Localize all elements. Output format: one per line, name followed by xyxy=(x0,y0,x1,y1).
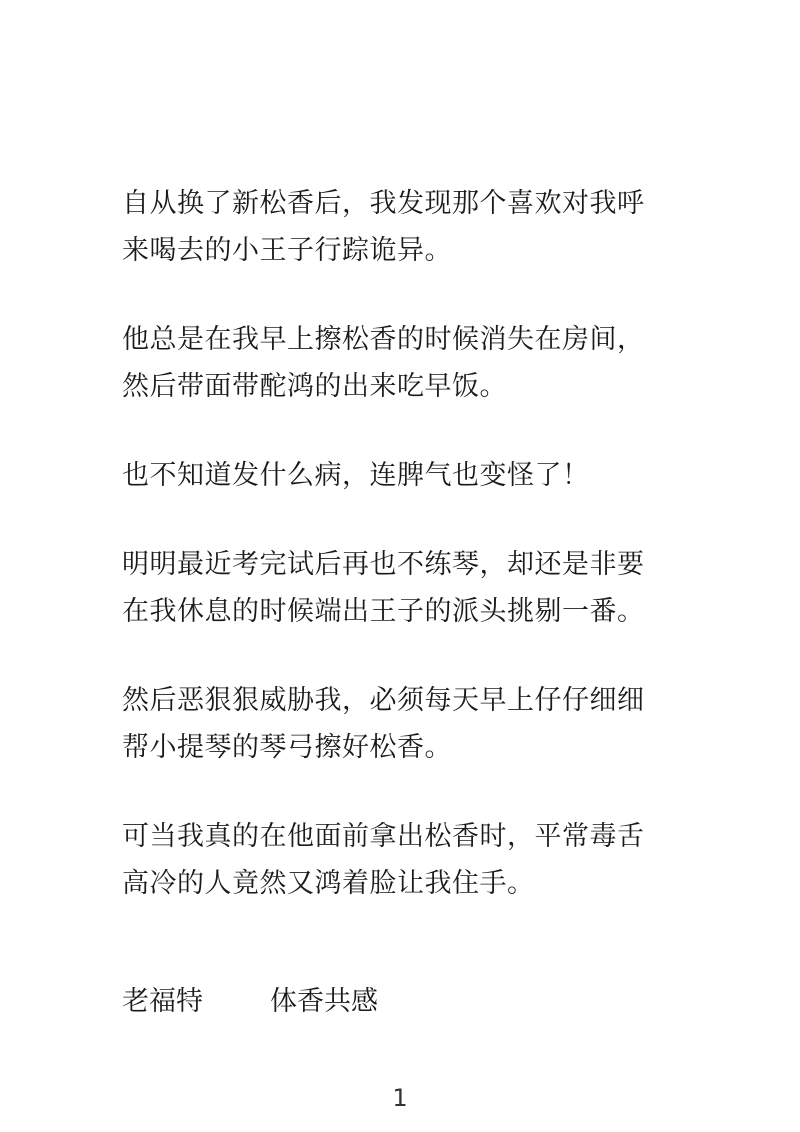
paragraph xyxy=(122,813,692,907)
paragraph xyxy=(122,452,692,499)
paragraph-line: 然后恶狠狠威胁我，必须每天早上仔仔细细 xyxy=(122,685,645,716)
footer-credits xyxy=(122,978,378,1025)
work-title: 体香共感 xyxy=(270,986,378,1017)
paragraph-line: 可当我真的在他面前拿出松香时，平常毒舌 xyxy=(122,821,645,852)
author-name: 老福特 xyxy=(122,986,203,1017)
paragraph xyxy=(122,180,692,274)
paragraph xyxy=(122,541,692,635)
paragraph-line: 也不知道发什么病，连脾气也变怪了！ xyxy=(122,460,590,491)
paragraph-line: 来喝去的小王子行踪诡异。 xyxy=(122,235,452,266)
page-number: 1 xyxy=(392,1084,408,1112)
paragraph-line: 自从换了新松香后，我发现那个喜欢对我呼 xyxy=(122,188,645,219)
paragraph-line: 他总是在我早上擦松香的时候消失在房间， xyxy=(122,324,645,355)
paragraph-line: 明明最近考完试后再也不练琴，却还是非要 xyxy=(122,549,645,580)
story-body xyxy=(122,180,692,949)
paragraph-line: 高冷的人竟然又鸿着脸让我住手。 xyxy=(122,868,535,899)
paragraph-line: 然后带面带酡鸿的出来吃早饭。 xyxy=(122,371,507,402)
paragraph xyxy=(122,677,692,771)
paragraph xyxy=(122,316,692,410)
paragraph-line: 在我休息的时候端出王子的派头挑剔一番。 xyxy=(122,596,645,627)
paragraph-line: 帮小提琴的琴弓擦好松香。 xyxy=(122,732,452,763)
